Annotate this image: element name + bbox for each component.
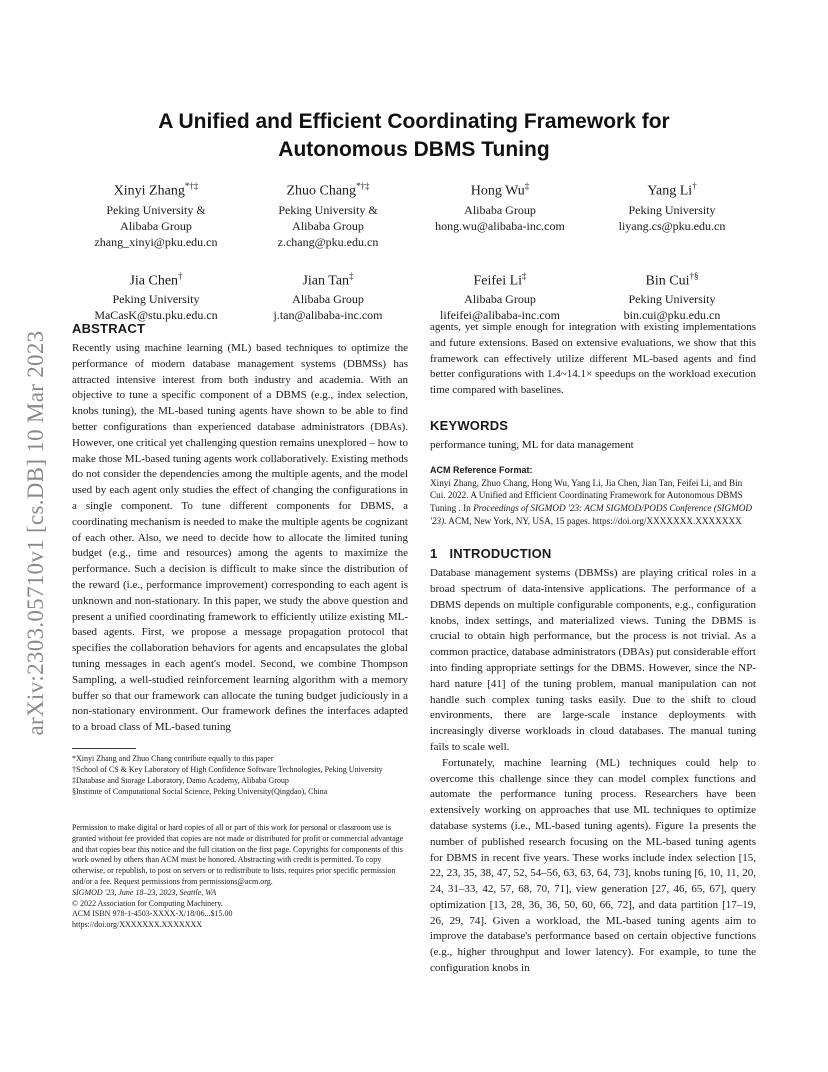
author-name: Bin Cui	[645, 273, 690, 289]
author-email[interactable]: j.tan@alibaba-inc.com	[273, 308, 383, 323]
author-affiliation: Peking University &	[278, 202, 378, 217]
author-name: Yang Li	[647, 183, 693, 199]
author	[588, 266, 756, 324]
author-affiliation: Alibaba Group	[120, 218, 192, 233]
author-row-2	[72, 266, 756, 324]
author-email[interactable]: z.chang@pku.edu.cn	[277, 234, 379, 249]
author-marks: ‡	[349, 270, 354, 281]
author	[72, 176, 240, 250]
author-affiliation: Peking University &	[106, 202, 206, 217]
author-marks: ‡	[522, 270, 527, 281]
title-line-2: Autonomous DBMS Tuning	[278, 138, 550, 161]
abstract-continuation: agents, yet simple enough for integration with existing implementations and future extensions. Based on extensive evaluations, we show that this framework can effectively utilize different ML-based agents and find better configurations with 1.4~14.1× speedups on the workload execution time compared with baselines.	[430, 321, 756, 397]
copyright-line: © 2022 Association for Computing Machinery.	[72, 898, 223, 908]
acm-reference-text: Xinyi Zhang, Zhuo Chang, Hong Wu, Yang Li, Jia Chen, Jian Tan, Feifei Li, and Bin Cui. 2022. A Unified and Efficient Coordinating Framework for Autonomous DBMS Tuning . In Proceedings of SIGMOD '23: ACM SIGMOD/PODS Conference (SIGMOD '23). ACM, New York, NY, USA, 15 pages. https://doi.org/XXXXXXX.XXXXXXX	[430, 477, 753, 526]
author-marks: ‡	[524, 181, 530, 191]
author	[244, 266, 412, 324]
abstract-heading: ABSTRACT	[72, 321, 146, 336]
author-affiliation: Alibaba Group	[464, 292, 536, 307]
author-name: Jia Chen	[129, 273, 179, 289]
section-number: 1	[430, 546, 438, 562]
title-line-1: A Unified and Efficient Coordinating Framework for	[158, 110, 670, 133]
intro-paragraph: Fortunately, machine learning (ML) techniques could help to overcome this challenge since they can model complex functions and automate the performance tuning process. Researchers have been extensively working on approaches that use ML techniques to optimize database systems (i.e., ML-based tuning agents). Figure 1a presents the number of published research focusing on the ML-based tuning agents for DBMS in recent five years. These works include index selection [15, 22, 23, 35, 38, 47, 52, 54–56, 63, 63, 64, 73], knobs tuning [6, 10, 11, 20, 24, 31–33, 42, 57, 68, 70, 71], view generation [27, 46, 65, 67], query optimization [13, 28, 36, 36, 50, 60, 66, 72], and data partition [17–19, 26, 29, 74]. Given a workload, the ML-based tuning agents aim to improve the database's performance based on certain objective functions (e.g., higher throughput and lower latency). For example, to tune the configuration knobs in	[430, 756, 756, 975]
intro-paragraph: Database management systems (DBMSs) are playing critical roles in a broad spectrum of data-intensive applications. The performance of a DBMS depends on multiple configurable components, e.g., configuration knobs, index settings, and materialized views. Tuning the DBMS is crucial to obtain high performance, but the process is not trivial. As a common practice, database administrators (DBAs) put considerable effort into finding appropriate settings for the DBMS. However, since the NP-hard nature [41] of the tuning problem, manual manipulation can not handle such complex tuning tasks easily. Due to the shift to cloud environments, there are large-scale instance deployments with increasingly diverse workloads in cloud databases. The manual tuning fails to scale well.	[430, 567, 756, 753]
footnotes	[72, 753, 408, 797]
introduction-heading	[430, 545, 756, 562]
author-affiliation: Alibaba Group	[292, 292, 364, 307]
permission-text: Permission to make digital or hard copies of all or part of this work for personal or classroom use is granted without fee provided that copies are not made or distributed for profit or commercial advantage and that copies bear this notice and the full citation on the first page. Copyrights for components of this work owned by others than ACM must be honored. Abstracting with credit is permitted. To copy otherwise, or republish, to post on servers or to redistribute to lists, requires prior specific permission and/or a fee. Request permissions from permissions@acm.org.	[72, 822, 404, 886]
right-column	[430, 320, 756, 977]
footnote: *Xinyi Zhang and Zhuo Chang contribute equally to this paper	[72, 753, 274, 763]
conference-line: SIGMOD '23, June 18–23, 2023, Seattle, WA	[72, 887, 217, 897]
section-title: INTRODUCTION	[449, 546, 552, 562]
author-marks: †	[178, 270, 183, 281]
author-name: Feifei Li	[473, 273, 523, 289]
footnote: §Institute of Computational Social Science, Peking University(Qingdao), China	[72, 786, 328, 796]
keywords-heading: KEYWORDS	[430, 417, 509, 433]
author	[244, 176, 412, 250]
author-name: Zhuo Chang	[286, 183, 357, 199]
arxiv-identifier	[22, 283, 50, 783]
footnote: †School of CS & Key Laboratory of High Confidence Software Technologies, Peking University	[72, 764, 383, 774]
doi-link[interactable]: https://doi.org/XXXXXXX.XXXXXXX	[72, 920, 203, 930]
author-marks: *†‡	[356, 181, 370, 191]
author-affiliation: Peking University	[112, 292, 200, 307]
author-marks: *†‡	[184, 181, 199, 191]
arxiv-identifier-text: arXiv:2303.05710v1 [cs.DB] 10 Mar 2023	[23, 330, 48, 736]
author-marks: †§	[689, 270, 699, 281]
acm-reference-heading: ACM Reference Format:	[430, 464, 533, 475]
author-block	[72, 176, 756, 323]
author-name: Hong Wu	[470, 183, 525, 199]
author-email[interactable]: lifeifei@alibaba-inc.com	[440, 308, 560, 323]
author	[72, 266, 240, 324]
permission-notice	[72, 823, 408, 931]
author-email[interactable]: MaCasK@stu.pku.edu.cn	[94, 308, 218, 323]
acm-reference	[430, 464, 756, 527]
author	[416, 266, 584, 324]
author-row-1	[72, 176, 756, 250]
introduction-section	[430, 545, 756, 977]
left-column	[72, 320, 408, 931]
footnote-divider	[72, 748, 136, 749]
author-name: Jian Tan	[302, 273, 350, 289]
author	[588, 176, 756, 250]
author-email[interactable]: bin.cui@pku.edu.cn	[623, 308, 721, 323]
author-name: Xinyi Zhang	[113, 183, 185, 199]
author	[416, 176, 584, 250]
author-affiliation: Alibaba Group	[464, 202, 536, 217]
author-email[interactable]: liyang.cs@pku.edu.cn	[618, 218, 726, 233]
keywords-text: performance tuning, ML for data management	[430, 438, 634, 451]
author-affiliation: Alibaba Group	[292, 218, 364, 233]
footnote: ‡Database and Storage Laboratory, Damo Academy, Alibaba Group	[72, 775, 289, 785]
author-affiliation: Peking University	[628, 202, 716, 217]
keywords-section	[430, 417, 756, 454]
author-affiliation: Peking University	[628, 292, 716, 307]
author-marks: †	[692, 181, 697, 191]
abstract-text: Recently using machine learning (ML) based techniques to optimize the performance of modern database management systems (DBMSs) has attracted intensive interest from both industry and academia. With an objective to tune a specific component of a DBMS (e.g., index selection, knobs tuning), the ML-based tuning agents have shown to be able to find better configurations than experienced database administrators (DBAs). However, one critical yet challenging question remains unexplored – how to make those ML-based tuning agents work collaboratively. Existing methods do not consider the dependencies among the multiple agents, and the model used by each agent only studies the effect of changing the configurations in a single component. To tune different components for DBMS, a coordinating mechanism is needed to make the multiple agents be cognizant of each other. Also, we need to decide how to allocate the limited tuning budget (e.g., time and resources) among the agents to maximize the performance. Such a decision is difficult to make since the distribution of the reward (i.e., performance improvement) corresponding to each agent is unknown and non-stationary. In this paper, we study the above question and present a unified coordinating framework to efficiently utilize existing ML-based agents. First, we propose a message propagation protocol that specifies the collaboration behaviors for agents and encapsulates the global tuning messages in each agent's model. Second, we combine Thompson Sampling, a well-studied reinforcement learning algorithm with a memory buffer so that our framework can allocate the tuning budget judiciously in a non-stationary environment. Our framework defines the interfaces adapted to a broad class of ML-based tuning	[72, 342, 408, 734]
author-email[interactable]: hong.wu@alibaba-inc.com	[435, 218, 565, 233]
isbn-line: ACM ISBN 978-1-4503-XXXX-X/18/06...$15.00	[72, 909, 233, 919]
paper-title	[60, 108, 768, 164]
author-email[interactable]: zhang_xinyi@pku.edu.cn	[94, 234, 218, 249]
